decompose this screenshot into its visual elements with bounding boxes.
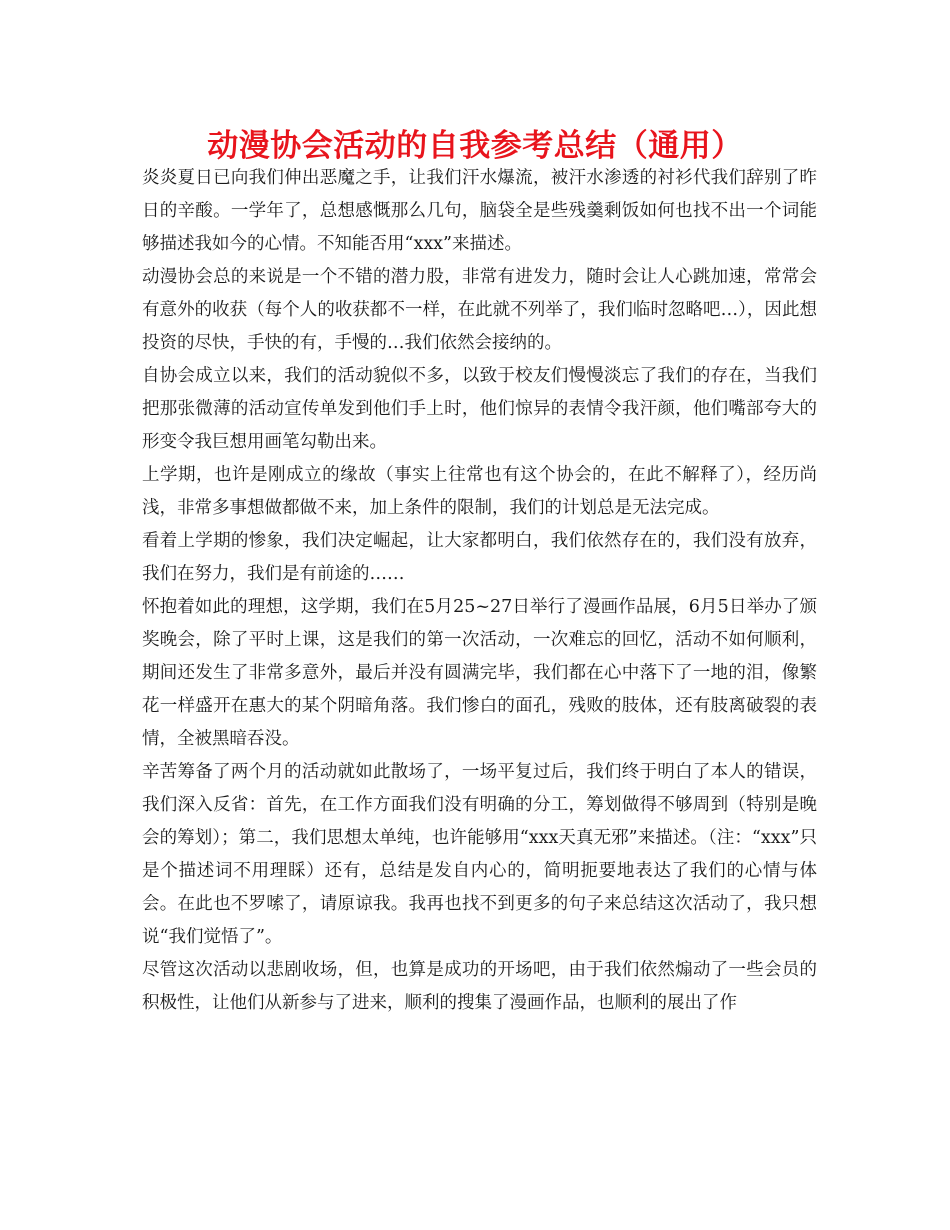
paragraph-5: 看着上学期的惨象，我们决定崛起，让大家都明白，我们依然存在的，我们没有放弃，我们在努力，我们是有前途的…… [142, 531, 817, 584]
paragraph-8: 尽管这次活动以悲剧收场，但，也算是成功的开场吧，由于我们依然煽动了一些会员的积极性，让他们从新参与了进来，顺利的搜集了漫画作品，也顺利的展出了作 [142, 960, 817, 1013]
paragraph-4: 上学期，也许是刚成立的缘故（事实上往常也有这个协会的，在此不解释了），经历尚浅，非常多事想做都做不来，加上条件的限制，我们的计划总是无法完成。 [142, 465, 817, 518]
paragraph-7: 辛苦筹备了两个月的活动就如此散场了，一场平复过后，我们终于明白了本人的错误，我们深入反省：首先，在工作方面我们没有明确的分工，筹划做得不够周到（特别是晚会的筹划）；第二，我们思想太单纯，也许能够用“xxx天真无邪”来描述。（注：“xxx”只是个描述词不用理睬）还有，总结是发自内心的，简明扼要地表达了我们的心情与体会。在此也不罗嗦了，请原谅我。我再也找不到更多的句子来总结这次活动了，我只想说“我们觉悟了”。 [142, 762, 817, 947]
paragraph-2: 动漫协会总的来说是一个不错的潜力股，非常有进发力，随时会让人心跳加速，常常会有意外的收获（每个人的收获都不一样，在此就不列举了，我们临时忽略吧…），因此想投资的尽快，手快的有，手慢的…我们依然会接纳的。 [142, 267, 817, 353]
document-body [142, 162, 817, 1020]
paragraph-6: 怀抱着如此的理想，这学期，我们在5月25~27日举行了漫画作品展，6月5日举办了颁奖晚会，除了平时上课，这是我们的第一次活动，一次难忘的回忆，活动不如何顺利，期间还发生了非常多意外，最后并没有圆满完毕，我们都在心中落下了一地的泪，像繁花一样盛开在惠大的某个阴暗角落。我们惨白的面孔，残败的肢体，还有肢离破裂的表情，全被黑暗吞没。 [142, 597, 817, 749]
paragraph-1: 炎炎夏日已向我们伸出恶魔之手，让我们汗水爆流，被汗水渗透的衬衫代我们辞别了昨日的辛酸。一学年了，总想感慨那么几句，脑袋全是些残羹剩饭如何也找不出一个词能够描述我如今的心情。不知能否用“xxx”来描述。 [142, 168, 817, 254]
document-title: 动漫协会活动的自我参考总结（通用） [207, 128, 743, 164]
paragraph-3: 自协会成立以来，我们的活动貌似不多，以致于校友们慢慢淡忘了我们的存在，当我们把那张微薄的活动宣传单发到他们手上时，他们惊异的表情令我汗颜，他们嘴部夸大的形变令我巨想用画笔勾勒出来。 [142, 366, 817, 452]
